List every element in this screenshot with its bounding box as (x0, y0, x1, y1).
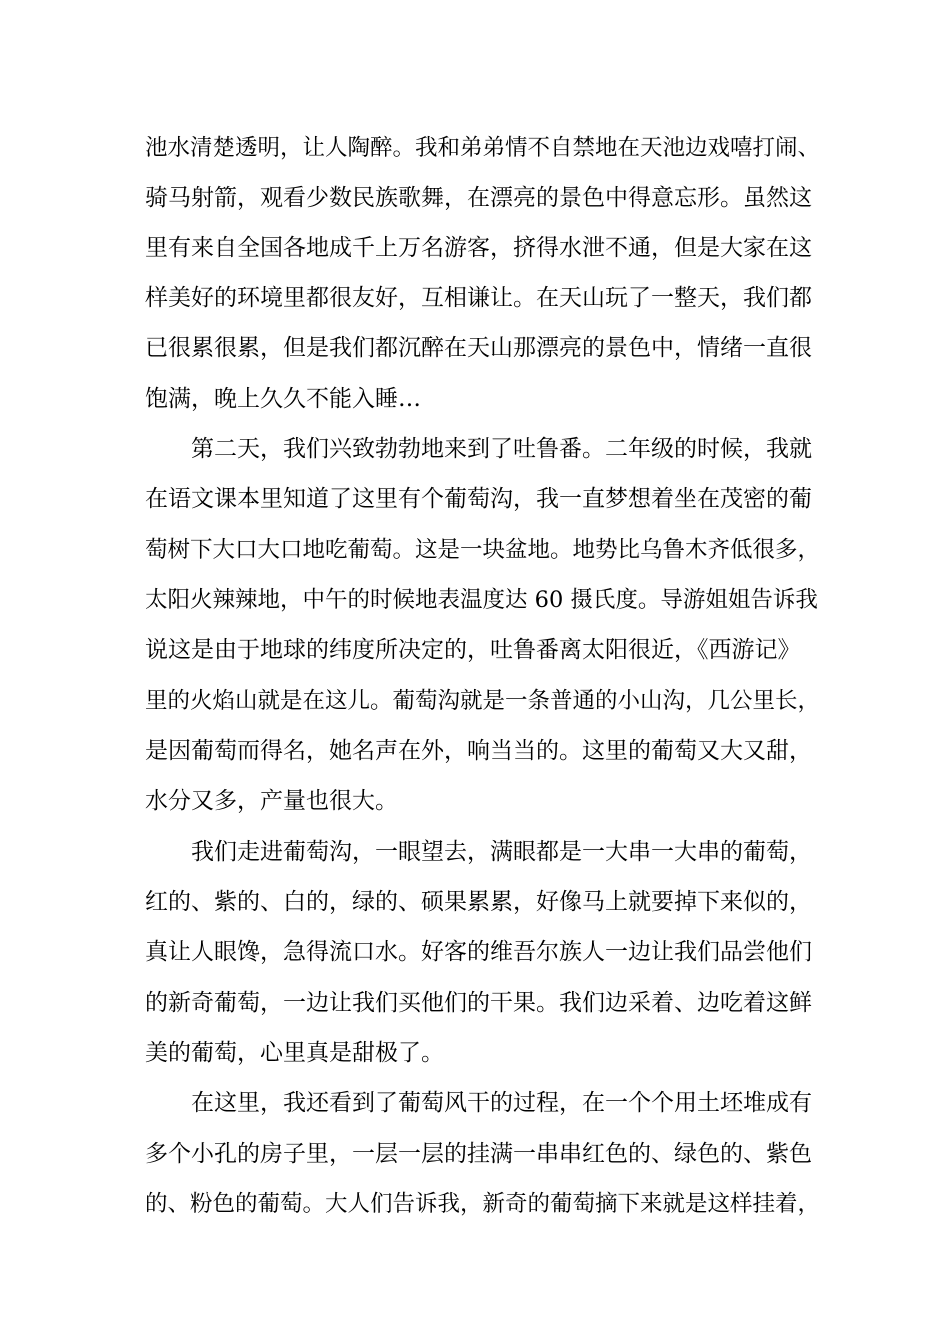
text-line-9: 萄树下大口大口地吃葡萄。这是一块盆地。地势比乌鲁木齐低很多， (145, 537, 821, 563)
text-line-17: 真让人眼馋，急得流口水。好客的维吾尔族人一边让我们品尝他们 (145, 939, 812, 965)
paragraph-start-line-7: 第二天，我们兴致勃勃地来到了吐鲁番。二年级的时候，我就 (191, 436, 812, 462)
text-line-8: 在语文课本里知道了这里有个葡萄沟，我一直梦想着坐在茂密的葡 (145, 486, 812, 512)
text-line-18: 的新奇葡萄，一边让我们买他们的干果。我们边采着、边吃着这鲜 (145, 990, 812, 1016)
paragraph-start-line-15: 我们走进葡萄沟，一眼望去，满眼都是一大串一大串的葡萄， (191, 839, 812, 865)
text-line-13: 是因葡萄而得名，她名声在外，响当当的。这里的葡萄又大又甜， (145, 738, 812, 764)
paragraph-start-line-20: 在这里，我还看到了葡萄风干的过程，在一个个用土坯堆成有 (191, 1090, 812, 1116)
text-line-21: 多个小孔的房子里，一层一层的挂满一串串红色的、绿色的、紫色 (145, 1141, 812, 1167)
text-line-3: 里有来自全国各地成千上万名游客，挤得水泄不通，但是大家在这 (145, 235, 812, 261)
text-line-22: 的、粉色的葡萄。大人们告诉我，新奇的葡萄摘下来就是这样挂着， (145, 1191, 821, 1217)
text-line-10: 太阳火辣辣地，中午的时候地表温度达 60 摄氏度。导游姐姐告诉我 (145, 587, 818, 613)
text-line-5: 已很累很累，但是我们都沉醉在天山那漂亮的景色中，情绪一直很 (145, 335, 812, 361)
text-line-1: 池水清楚透明，让人陶醉。我和弟弟情不自禁地在天池边戏嘻打闹、 (145, 135, 821, 161)
text-line-6: 饱满，晚上久久不能入睡… (145, 386, 421, 412)
text-line-16: 红的、紫的、白的，绿的、硕果累累，好像马上就要掉下来似的， (145, 889, 812, 915)
text-line-11: 说这是由于地球的纬度所决定的，吐鲁番离太阳很近，《西游记》 (145, 637, 801, 663)
text-line-4: 样美好的环境里都很友好，互相谦让。在天山玩了一整天，我们都 (145, 285, 812, 311)
text-line-19: 美的葡萄，心里真是甜极了。 (145, 1040, 444, 1066)
text-line-2: 骑马射箭，观看少数民族歌舞，在漂亮的景色中得意忘形。虽然这 (145, 185, 812, 211)
text-line-14: 水分又多，产量也很大。 (145, 788, 398, 814)
text-line-12: 里的火焰山就是在这儿。葡萄沟就是一条普通的小山沟，几公里长， (145, 688, 821, 714)
